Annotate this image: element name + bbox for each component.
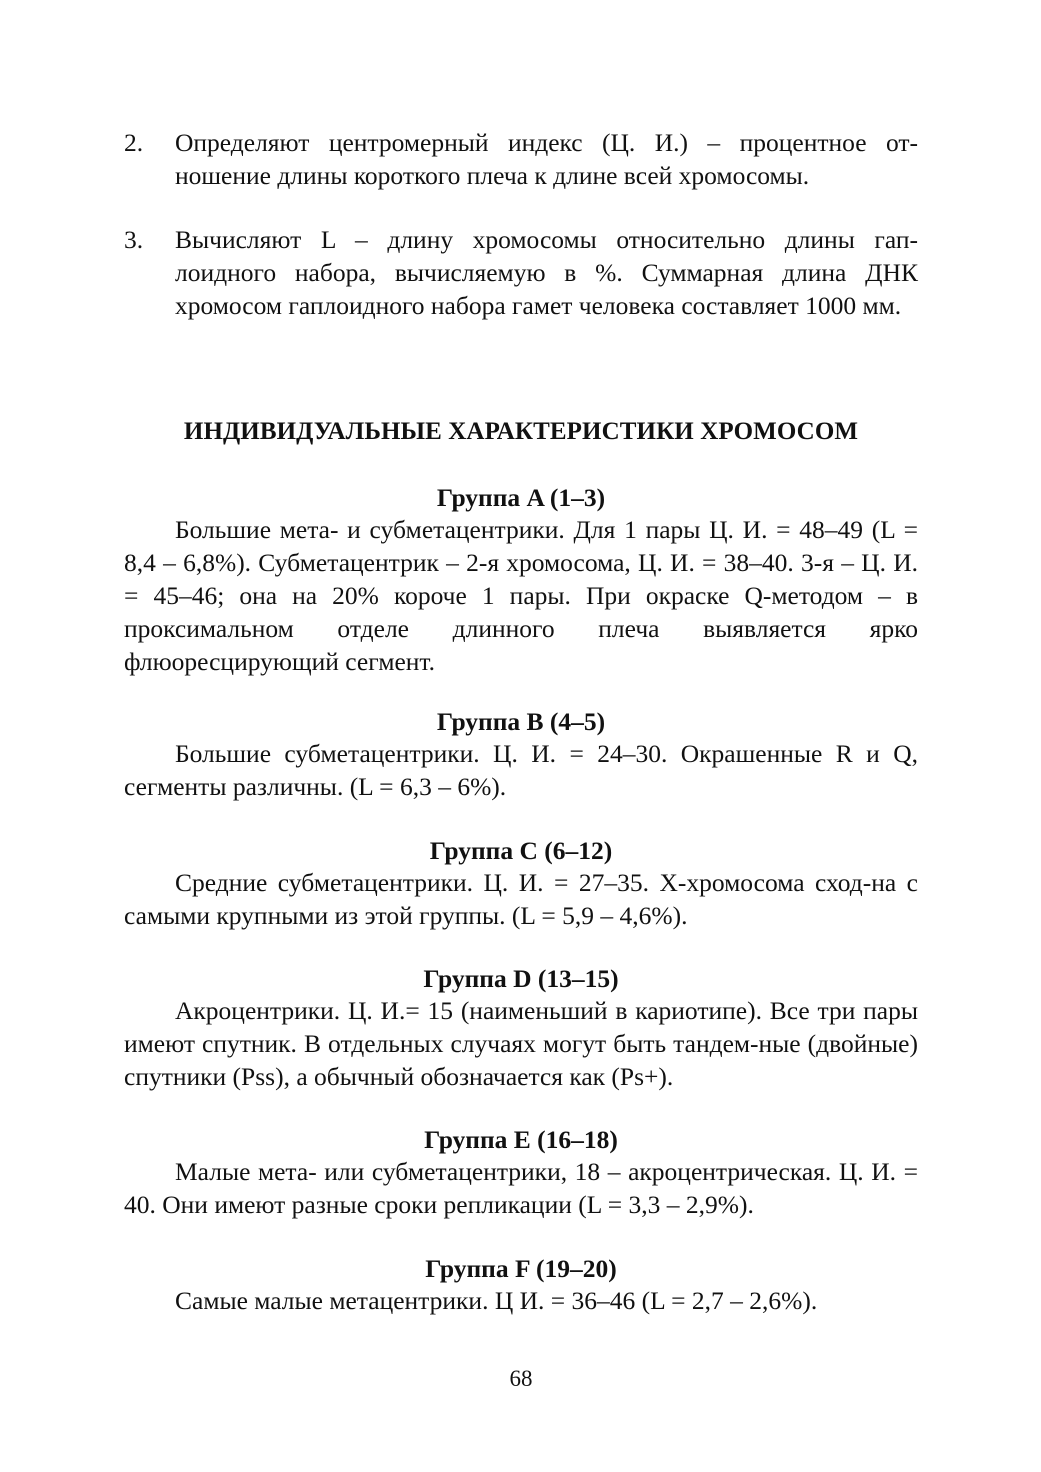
group-c-title: Группа C (6–12)	[429, 836, 613, 865]
list-item-2	[124, 126, 918, 192]
group-f-text: Самые малые метацентрики. Ц И. = 36–46 (L = 2,7 – 2,6%).	[175, 1286, 818, 1315]
group-a-text: Большие мета- и субметацентрики. Для 1 пары Ц. И. = 48–49 (L = 8,4 – 6,8%). Субметацентрик – 2-я хромосома, Ц. И. = 38–40. 3-я – Ц. И. = 45–46; она на 20% короче 1 пары. При окраске Q-методом – в проксимальном отделе длинного плеча выявляется ярко флюоресцирующий сегмент.	[124, 515, 918, 676]
group-d-title: Группа D (13–15)	[423, 964, 619, 993]
group-b-text: Большие субметацентрики. Ц. И. = 24–30. Окрашенные R и Q, сегменты различны. (L = 6,3 – 6%).	[124, 739, 918, 801]
list-number: 2.	[124, 128, 144, 157]
list-item-text: Определяют центромерный индекс (Ц. И.) – процентное от-ношение длины короткого плеча к длине всей хромосомы.	[175, 128, 918, 190]
group-b-title: Группа B (4–5)	[436, 707, 606, 736]
group-c-text: Средние субметацентрики. Ц. И. = 27–35. Х-хромосома сход-на с самыми крупными из этой группы. (L = 5,9 – 4,6%).	[124, 868, 918, 930]
list-item-text: Вычисляют L – длину хромосомы относительно длины гап-лоидного набора, вычисляемую в %. Суммарная длина ДНК хромосом гаплоидного набора гамет человека составляет 1000 мм.	[175, 225, 918, 320]
group-e-title: Группа E (16–18)	[424, 1125, 618, 1154]
group-e-text: Малые мета- или субметацентрики, 18 – акроцентрическая. Ц. И. = 40. Они имеют разные сроки репликации (L = 3,3 – 2,9%).	[124, 1157, 918, 1219]
group-d-text: Акроцентрики. Ц. И.= 15 (наименьший в кариотипе). Все три пары имеют спутник. В отдельных случаях могут быть тандем-ные (двойные) спутники (Pss), а обычный обозначается как (Ps+).	[124, 996, 918, 1091]
list-number: 3.	[124, 225, 144, 254]
page-number: 68	[509, 1366, 533, 1391]
list-item-3	[124, 223, 918, 322]
group-f-title: Группа F (19–20)	[425, 1254, 617, 1283]
section-title: ИНДИВИДУАЛЬНЫЕ ХАРАКТЕРИСТИКИ ХРОМОСОМ	[183, 418, 859, 445]
group-a-title: Группа A (1–3)	[436, 483, 606, 512]
